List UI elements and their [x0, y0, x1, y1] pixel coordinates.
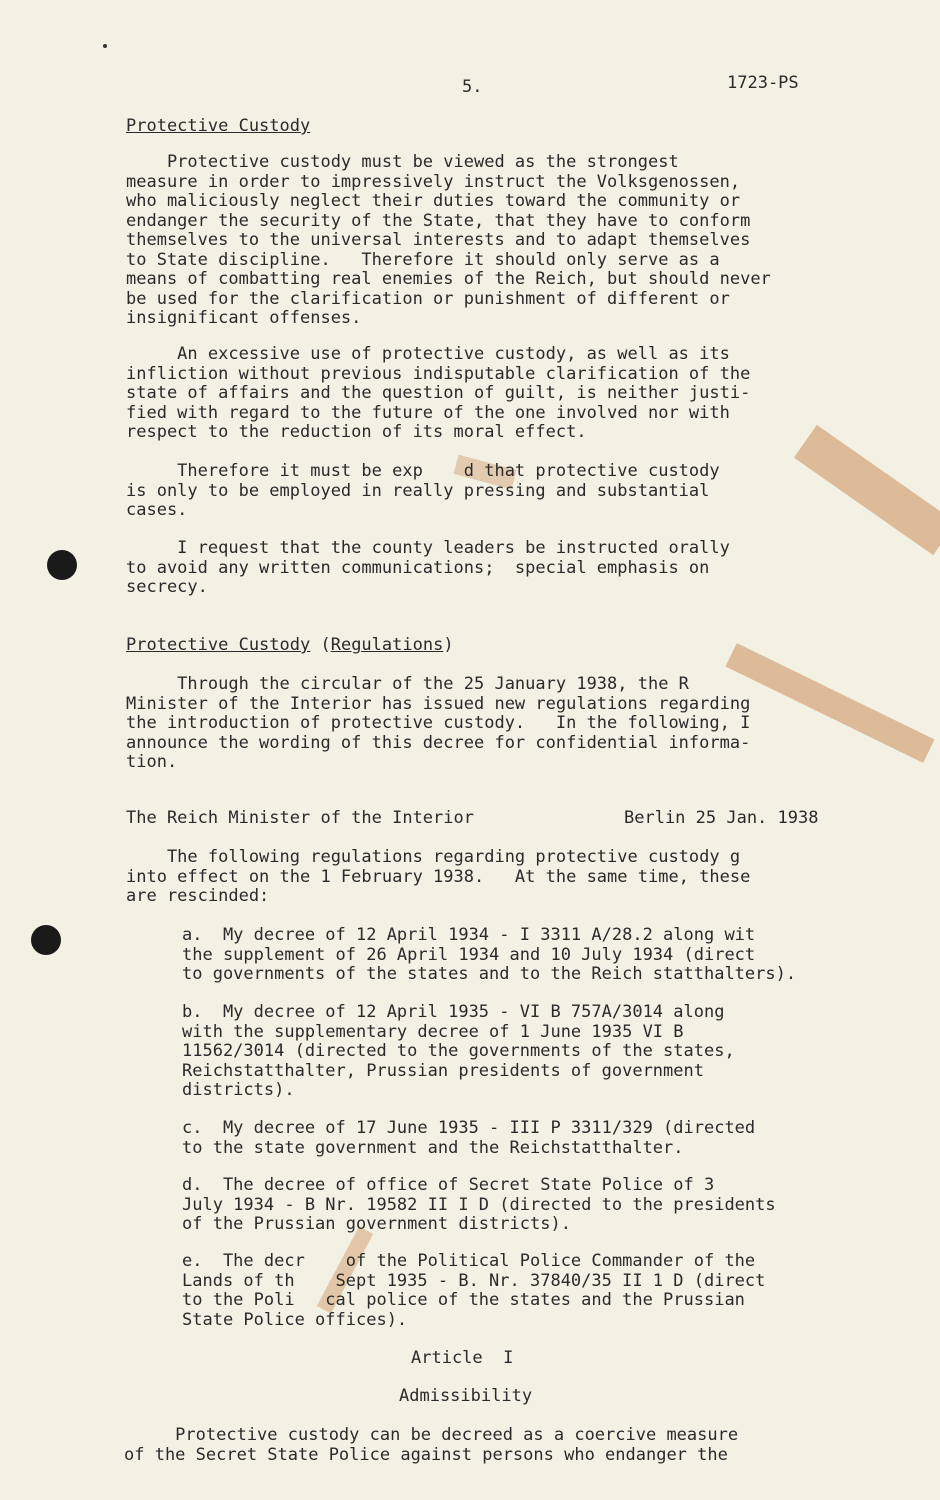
rescinded-item-b: b. My decree of 12 April 1935 - VI B 757A/3014 along with the supplementary decree of 1 June 1935 VI B 11562/3014 (directed to the governments of the states, Reichstatthalter, Prussian presidents of government districts). — [182, 1002, 735, 1100]
tape-fragment-right-top — [794, 425, 940, 555]
paragraph-circular: Through the circular of the 25 January 1938, the R Minister of the Interior has issued new regulations regarding the introduction of protective custody. In the following, I announce the wording of this decree for confidential informa- tion. — [126, 674, 751, 772]
rescinded-item-d: d. The decree of office of Secret State Police of 3 July 1934 - B Nr. 19582 II I D (directed to the presidents of the Prussian government districts). — [182, 1175, 776, 1234]
rescinded-item-e: e. The decr of the Political Police Commander of the Lands of th Sept 1935 - B. Nr. 37840/35 II 1 D (direct to the Poli cal police of the states and the Prussian State Police offices). — [182, 1251, 766, 1330]
article-title: Admissibility — [399, 1386, 533, 1406]
paragraph-1: Protective custody must be viewed as the strongest measure in order to impressively instruct the Volksgenossen, who maliciously neglect their duties toward the community or endanger the security of the State, that they have to conform themselves to the universal interests and to adapt themselves to State discipline. Therefore it should only serve as a means of combatting real enemies of the Reich, but should never be used for the clarification or punishment of different or insignificant offenses. — [126, 152, 771, 328]
decree-intro: The following regulations regarding protective custody g into effect on the 1 February 1938. At the same time, these are rescinded: — [126, 847, 751, 906]
tape-fragment-right-middle — [725, 643, 934, 763]
document-reference: 1723-PS — [727, 73, 799, 93]
rescinded-item-c: c. My decree of 17 June 1935 - III P 3311/329 (directed to the state government and the Reichstatthalter. — [182, 1118, 756, 1158]
punch-hole-bottom — [31, 925, 61, 955]
section-heading-regulations — [126, 636, 454, 656]
page-number: 5. — [462, 77, 483, 97]
decree-sender: The Reich Minister of the Interior — [126, 808, 474, 828]
punch-hole-top — [47, 550, 77, 580]
heading-sub: Regulations — [330, 635, 444, 655]
heading-main: Protective Custody — [126, 635, 311, 655]
heading-open-paren: ( — [310, 635, 331, 655]
heading-close-paren: ) — [443, 635, 454, 655]
ink-mark — [103, 44, 107, 48]
paragraph-3: Therefore it must be exp d that protective custody is only to be employed in really pressing and substantial cases. — [126, 461, 720, 520]
section-heading-protective-custody: Protective Custody — [126, 116, 311, 136]
paragraph-2: An excessive use of protective custody, as well as its infliction without previous indisputable clarification of the state of affairs and the question of guilt, is neither justi- fied with regard to the future of the one involved nor with respect to the reduction of its moral effect. — [126, 344, 751, 442]
article-paragraph: Protective custody can be decreed as a coercive measure of the Secret State Police against persons who endanger the — [124, 1425, 739, 1465]
article-number: Article I — [411, 1348, 514, 1368]
rescinded-item-a: a. My decree of 12 April 1934 - I 3311 A/28.2 along wit the supplement of 26 April 1934 and 10 July 1934 (direct to governments of the states and to the Reich statthalters). — [182, 925, 797, 984]
paragraph-4: I request that the county leaders be instructed orally to avoid any written communications; special emphasis on secrecy. — [126, 538, 730, 597]
decree-place-date: Berlin 25 Jan. 1938 — [624, 808, 819, 828]
